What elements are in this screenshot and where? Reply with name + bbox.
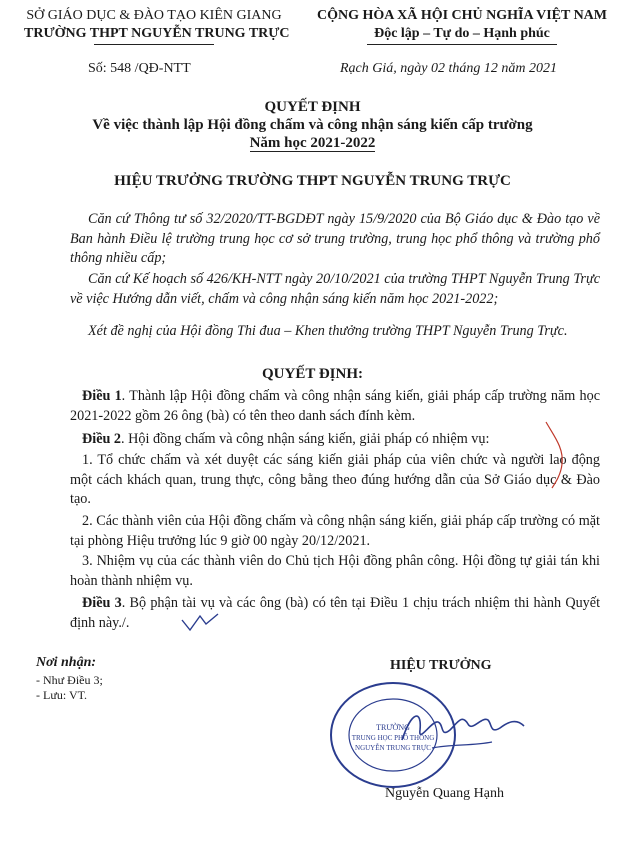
handwritten-signature-icon xyxy=(392,700,532,760)
agency-name: SỞ GIÁO DỤC & ĐÀO TẠO KIÊN GIANG xyxy=(26,8,282,23)
signer-name: Nguyễn Quang Hạnh xyxy=(385,786,504,801)
document-subject: Về việc thành lập Hội đồng chấm và công nhận sáng kiến cấp trường xyxy=(92,117,533,133)
national-motto: Độc lập – Tự do – Hạnh phúc xyxy=(374,26,550,41)
article-2-item-2: 2. Các thành viên của Hội đồng chấm và công nhận sáng kiến, giải pháp cấp trường có mặt tại phòng Hiệu trưởng lúc 9 giờ 00 ngày 20/12/2021. xyxy=(70,513,600,549)
decision-heading: QUYẾT ĐỊNH: xyxy=(262,366,363,382)
article-2-item-1: 1. Tổ chức chấm và xét duyệt các sáng kiến giải pháp của viên chức và người lao động một cách khách quan, trung thực, công bằng theo đúng hướng dẫn của Sở Giáo dục & Đào tạo. xyxy=(70,452,600,507)
place-date: Rạch Giá, ngày 02 tháng 12 năm 2021 xyxy=(340,61,557,76)
article-2-label: Điều 2 xyxy=(82,431,122,447)
header-underline-right xyxy=(367,44,557,45)
article-2 xyxy=(70,430,600,450)
document-number: Số: 548 /QĐ-NTT xyxy=(88,61,191,76)
article-3-label: Điều 3 xyxy=(82,595,122,611)
national-header xyxy=(302,7,622,45)
agency-header xyxy=(24,7,290,45)
svg-text:NGUYỄN TRUNG TRỰC: NGUYỄN TRUNG TRỰC xyxy=(355,744,431,752)
article-1-text: . Thành lập Hội đồng chấm và công nhận sáng kiến, giải pháp cấp trường năm học 2021-2022 gồm 26 ông (bà) có tên theo danh sách đính kèm. xyxy=(70,388,601,424)
article-2-item-3: 3. Nhiệm vụ của các thành viên do Chủ tịch Hội đồng phân công. Hội đồng tự giải tán khi hoàn thành nhiệm vụ. xyxy=(70,553,600,589)
legal-basis-3: Xét đề nghị của Hội đồng Thi đua – Khen thưởng trường THPT Nguyễn Trung Trực. xyxy=(88,323,568,339)
recipients-title: Nơi nhận: xyxy=(36,655,97,670)
signer-title: HIỆU TRƯỞNG xyxy=(390,658,492,673)
article-1 xyxy=(70,387,600,426)
initial-tick-icon xyxy=(180,610,220,635)
recipient-item: - Lưu: VT. xyxy=(36,688,88,702)
school-name: TRƯỜNG THPT NGUYỄN TRUNG TRỰC xyxy=(24,26,290,41)
header-underline-left xyxy=(94,44,214,45)
recipient-item: - Như Điều 3; xyxy=(36,673,103,687)
issuing-authority: HIỆU TRƯỞNG TRƯỜNG THPT NGUYỄN TRUNG TRỰC xyxy=(114,173,511,189)
document-title: QUYẾT ĐỊNH xyxy=(264,99,361,115)
school-year xyxy=(0,134,625,153)
legal-basis-1: Căn cứ Thông tư số 32/2020/TT-BGDĐT ngày 15/9/2020 của Bộ Giáo dục & Đào tạo về Ban hành Điều lệ trường trung học cơ sở trung trường, trung học phổ thông và trường phổ thông nhiều cấp; xyxy=(70,211,600,266)
svg-text:TRƯỜNG: TRƯỜNG xyxy=(376,723,410,732)
legal-basis-2: Căn cứ Kế hoạch số 426/KH-NTT ngày 20/10/2021 của trường THPT Nguyễn Trung Trực về việc Hướng dẫn viết, chấm và công nhận sáng kiến năm học 2021-2022; xyxy=(70,271,600,307)
article-3 xyxy=(70,594,600,633)
svg-text:TRUNG HỌC PHỔ THÔNG: TRUNG HỌC PHỔ THÔNG xyxy=(351,734,435,742)
article-1-label: Điều 1 xyxy=(82,388,122,404)
handwritten-mark-icon xyxy=(540,420,570,490)
national-title: CỘNG HÒA XÃ HỘI CHỦ NGHĨA VIỆT NAM xyxy=(316,8,607,23)
school-year-text: Năm học 2021-2022 xyxy=(249,135,376,151)
article-2-text: . Hội đồng chấm và công nhận sáng kiến, giải pháp có nhiệm vụ: xyxy=(121,431,490,447)
article-3-text: . Bộ phận tài vụ và các ông (bà) có tên tại Điều 1 chịu trách nhiệm thi hành Quyết định này./. xyxy=(70,595,601,631)
